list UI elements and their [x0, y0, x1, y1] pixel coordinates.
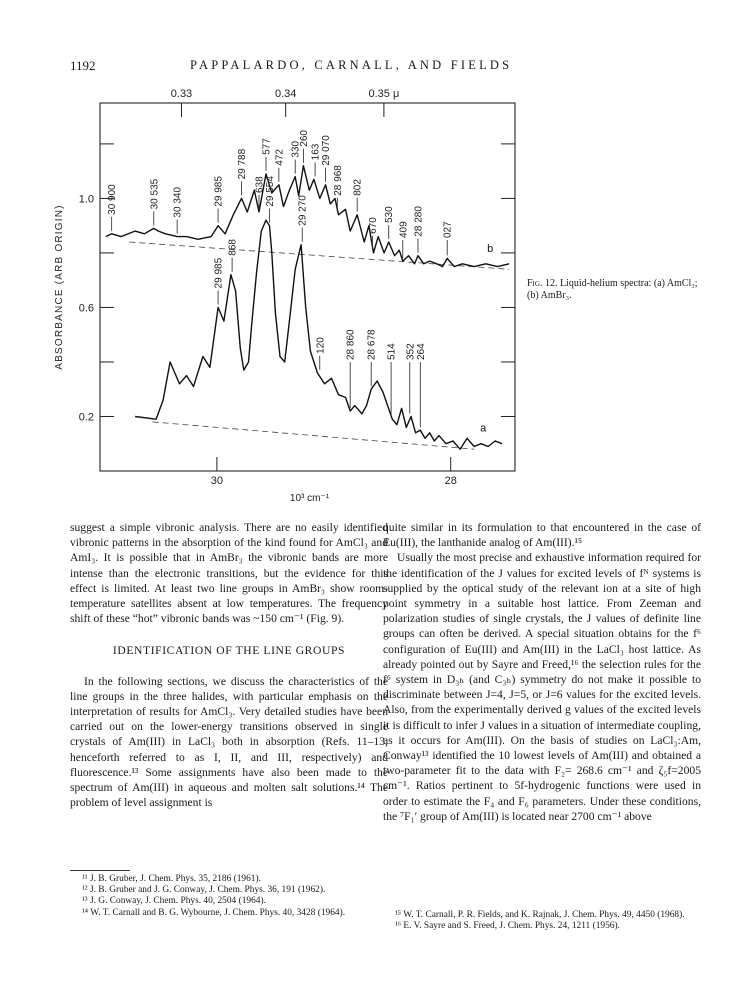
peak-label: 409	[398, 221, 410, 238]
baseline-a	[153, 422, 474, 449]
peak-label: 28 678	[366, 329, 378, 360]
footnote: ¹⁶ E. V. Sayre and S. Freed, J. Chem. Phys. 24, 1211 (1956).	[395, 921, 620, 932]
footnote: ¹² J. B. Gruber and J. G. Conway, J. Chem. Phys. 36, 191 (1962).	[82, 885, 326, 896]
x-tick-label: 28	[444, 475, 457, 487]
peak-label: 30 340	[172, 186, 184, 218]
peak-label: 28 860	[345, 329, 357, 360]
peak-label: 802	[352, 179, 364, 196]
series-label-a: a	[480, 422, 487, 435]
footnote-rule	[70, 870, 130, 871]
x-top-tick-label: 0.35 μ	[368, 88, 400, 100]
peak-label: 260	[298, 130, 310, 147]
x-tick-label: 30	[210, 475, 224, 487]
left-column	[70, 520, 388, 810]
peak-label: 868	[227, 239, 239, 256]
footnotes-left	[70, 870, 388, 919]
peak-label: 29 788	[236, 148, 248, 180]
figure-caption-text: Liquid-helium spectra: (a) AmCl₃; (b) AmBr₃.	[527, 278, 698, 301]
peak-label: 330	[290, 140, 302, 158]
peak-label: 163	[310, 143, 322, 161]
y-axis-label: ABSORBANCE (ARB ORIGIN)	[54, 204, 65, 370]
x-axis-label: 10³ cm⁻¹	[289, 493, 330, 504]
peak-label: 29 554	[265, 176, 277, 207]
peak-label: 28 968	[332, 165, 344, 196]
footnote: ¹⁵ W. T. Carnall, P. R. Fields, and K. Rajnak, J. Chem. Phys. 49, 4450 (1968).	[395, 910, 685, 920]
page-number: 1192	[70, 58, 96, 73]
peak-label: 472	[274, 149, 286, 166]
running-head: PAPPALARDO, CARNALL, AND FIELDS	[190, 58, 513, 72]
peak-label: 514	[386, 343, 398, 360]
paragraph: quite similar in its formulation to that encountered in the case of Eu(III), the lanthanide analog of Am(III).¹⁵	[383, 521, 701, 550]
figure-caption	[527, 278, 702, 302]
paragraph: In the following sections, we discuss the characteristics of the line groups in the three halides, with particular emphasis on the interpretation of results for AmCl₃. Very detailed studies have been carried out on the lower-energy transitions observed in single crystals of Am(III) in LaCl₃ both in absorption (Refs. 11–13, henceforth referred to as I, II, and III, respectively) and fluorescence.¹³ Some assignments have also been made to the spectrum of Am(III) in aqueous and molten salt solutions.¹⁴ The problem of level assignment is	[70, 674, 388, 810]
peak-label: 29 985	[213, 176, 225, 207]
footnote: ¹⁴ W. T. Carnall and B. G. Wybourne, J. Chem. Phys. 40, 3428 (1964).	[82, 907, 346, 918]
peak-label: 530	[384, 206, 396, 224]
x-top-tick-label: 0.33	[170, 88, 193, 100]
peak-label: 29 070	[321, 135, 333, 166]
plot-frame	[100, 103, 515, 471]
peak-label: 638	[254, 176, 266, 194]
footnotes-right	[383, 910, 701, 932]
y-tick-label: 0.2	[78, 411, 94, 424]
footnote: ¹³ J. G. Conway, J. Chem. Phys. 40, 2504 (1964).	[82, 896, 266, 907]
peak-label: 120	[315, 337, 327, 354]
peak-label: 30 535	[149, 178, 161, 210]
y-tick-label: 0.6	[78, 302, 94, 315]
section-heading: IDENTIFICATION OF THE LINE GROUPS	[112, 644, 346, 658]
peak-label: 28 280	[413, 206, 425, 237]
right-column	[383, 520, 701, 824]
paragraph: suggest a simple vibronic analysis. There are no easily identified vibronic patterns in the absorption of the kind found for AmCl₃ and AmI₃. It is possible that in AmBr₃ the vibronic bands are more intense than the electronic transitions, but the evidence for this effect is limited. At least two line groups in AmBr₃ show room-temperature satellites absent at low temperatures. The frequency shift of these “hot” vibronic bands was ~150 cm⁻¹ (Fig. 9).	[70, 521, 388, 626]
peak-label: 30 900	[107, 184, 119, 215]
peak-label: 352	[405, 343, 417, 360]
peak-label: 577	[261, 138, 273, 155]
peak-label: 264	[415, 343, 427, 360]
y-tick-label: 1.0	[78, 193, 94, 206]
peak-label: 29 985	[213, 257, 225, 289]
peak-label: 670	[367, 217, 379, 234]
footnote: ¹¹ J. B. Gruber, J. Chem. Phys. 35, 2186 (1961).	[82, 874, 261, 884]
series-label-b: b	[487, 242, 494, 255]
peak-label: 29 270	[297, 195, 309, 226]
paragraph: Usually the most precise and exhaustive information required for the identification of the J values for excited levels of fᴺ systems is supplied by the optical study of the relevant ion at a site of high point symmetry in a suitable host lattice. From Zeeman and polarization studies of single crystals, the J values of definite line groups can often be derived. A special situation obtains for the f⁶ configuration of Eu(III) and Am(III) in the LaCl₃ host lattice. As already pointed out by Sayre and Freed,¹⁶ the selection rules for the f⁶ system in D₃ₕ (and C₃ₕ) symmetry do not make it possible to discriminate between J=4, J=5, or J=6 values for the excited levels. Also, from the experimentally derived g values of the excited levels it is difficult to infer J values in a situation of intermediate coupling, as it occurs for Am(III). On the basis of studies on LaCl₃:Am, Conway¹³ identified the 10 lowest levels of Am(III) and obtained a two-parameter fit to the data with F₂= 268.6 cm⁻¹ and ζ₅f=2005 cm⁻¹. Ratios pertinent to 5f-hydrogenic functions were used in order to estimate the F₄ and F₆ parameters. Under these conditions, the ⁷F₁′ group of Am(III) is located near 2700 cm⁻¹ above	[383, 551, 701, 823]
peak-label: 027	[442, 221, 454, 238]
figure-caption-label: Fig. 12.	[527, 278, 558, 289]
x-top-tick-label: 0.34	[274, 88, 297, 100]
